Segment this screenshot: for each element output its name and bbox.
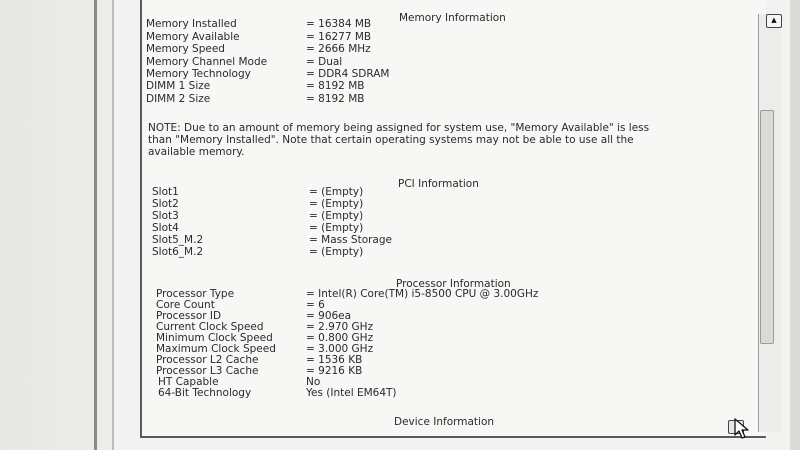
mouse-pointer-icon [733, 418, 751, 440]
info-label: HT Capable [158, 376, 219, 388]
info-label: Minimum Clock Speed [156, 332, 273, 344]
info-label: Processor L2 Cache [156, 354, 259, 366]
info-value: = 1536 KB [306, 354, 363, 366]
info-label: Slot4 [152, 222, 179, 234]
info-label: Slot1 [152, 186, 179, 198]
info-value: No [306, 376, 321, 388]
processor-section-title: Processor Information [396, 278, 511, 290]
memory-note-line: NOTE: Due to an amount of memory being assigned for system use, "Memory Available" is less [148, 122, 650, 134]
info-label: Memory Technology [146, 68, 251, 80]
info-value: = (Empty) [309, 198, 364, 210]
info-value: = (Empty) [309, 210, 364, 222]
info-label: Memory Installed [146, 18, 237, 30]
info-value: = DDR4 SDRAM [306, 68, 390, 80]
pci-section-title: PCI Information [398, 178, 479, 190]
info-value: = (Empty) [309, 246, 364, 258]
memory-note-line: available memory. [148, 146, 245, 158]
device-section-title: Device Information [394, 416, 495, 428]
info-value: = (Empty) [309, 186, 364, 198]
info-value: = Intel(R) Core(TM) i5-8500 CPU @ 3.00GHz [306, 288, 539, 300]
scrollbar-thumb[interactable] [760, 110, 774, 344]
info-label: Slot5_M.2 [152, 234, 204, 246]
info-value: Yes (Intel EM64T) [306, 387, 397, 399]
info-label: Slot3 [152, 210, 179, 222]
info-value: = 6 [306, 299, 325, 311]
info-label: Slot6_M.2 [152, 246, 204, 258]
info-value: = 8192 MB [306, 80, 365, 92]
info-label: Core Count [156, 299, 215, 311]
info-value: = 16384 MB [306, 18, 372, 30]
info-value: = 8192 MB [306, 93, 365, 105]
info-value: = 16277 MB [306, 31, 372, 43]
info-label: Memory Available [146, 31, 240, 43]
scroll-up-arrow-icon[interactable]: ▲ [766, 14, 782, 28]
info-value: = 0.800 GHz [306, 332, 374, 344]
info-label: 64-Bit Technology [158, 387, 252, 399]
info-label: DIMM 2 Size [146, 93, 211, 105]
info-value: = 906ea [306, 310, 352, 322]
info-label: Processor L3 Cache [156, 365, 259, 377]
info-value: = Mass Storage [309, 234, 392, 246]
info-label: Slot2 [152, 198, 179, 210]
info-label: DIMM 1 Size [146, 80, 211, 92]
system-information-text [144, 6, 744, 436]
window-left-edge [94, 0, 97, 450]
info-label: Maximum Clock Speed [156, 343, 276, 355]
info-label: Memory Speed [146, 43, 225, 55]
info-value: = 3.000 GHz [306, 343, 374, 355]
info-label: Current Clock Speed [156, 321, 264, 333]
info-label: Memory Channel Mode [146, 56, 268, 68]
info-value: = (Empty) [309, 222, 364, 234]
info-label: Processor Type [156, 288, 235, 300]
info-label: Processor ID [156, 310, 222, 322]
info-value: = Dual [306, 56, 343, 68]
info-value: = 2666 MHz [306, 43, 371, 55]
memory-section-title: Memory Information [399, 12, 506, 24]
info-value: = 9216 KB [306, 365, 363, 377]
info-value: = 2.970 GHz [306, 321, 374, 333]
memory-note-line: than "Memory Installed". Note that certain operating systems may not be able to use all the [148, 134, 634, 146]
